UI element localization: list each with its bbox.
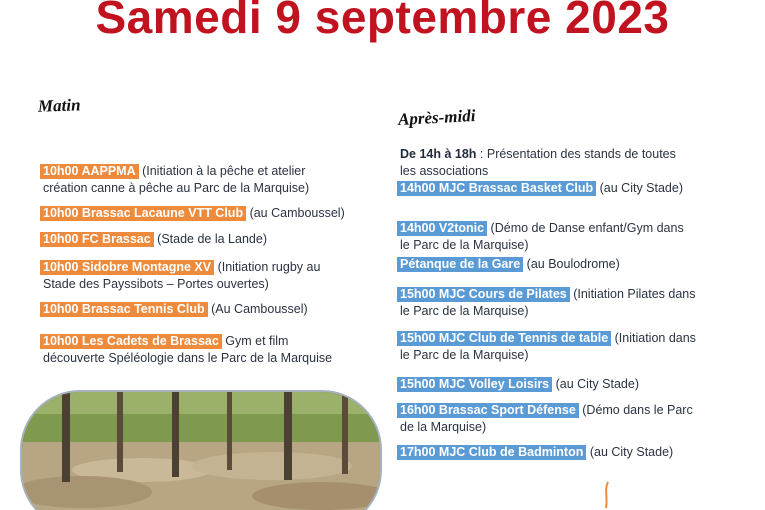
schedule-entry: [43, 333, 363, 367]
activity-detail: (au Boulodrome): [523, 257, 620, 271]
schedule-entry: [43, 231, 363, 248]
activity-detail: (Initiation rugby au: [214, 260, 321, 274]
activity-tag: 14h00 V2tonic: [397, 221, 487, 236]
activity-detail: (Stade de la Lande): [153, 232, 267, 246]
page-title: Samedi 9 septembre 2023: [95, 0, 670, 43]
apres-midi-heading: Après-midi: [397, 105, 476, 130]
intro-text: : Présentation des stands de toutes: [476, 147, 676, 161]
activity-detail: (Au Camboussel): [207, 302, 308, 316]
schedule-entry: [400, 376, 730, 393]
activity-tag: Pétanque de la Gare: [397, 257, 523, 272]
schedule-entry: [43, 205, 363, 222]
activity-tag: 10h00 Les Cadets de Brassac: [40, 334, 222, 349]
activity-detail: (Démo dans le Parc: [578, 403, 693, 417]
activity-tag: 10h00 Brassac Tennis Club: [40, 302, 208, 317]
schedule-entry: [400, 256, 730, 273]
activity-detail: de la Marquise): [400, 420, 487, 434]
activity-tag: 17h00 MJC Club de Badminton: [397, 445, 586, 460]
intro-text: les associations: [400, 164, 489, 178]
schedule-entry: [43, 163, 363, 197]
activity-tag: 15h00 MJC Volley Loisirs: [397, 377, 552, 392]
activity-tag: 16h00 Brassac Sport Défense: [397, 403, 579, 418]
activity-detail: le Parc de la Marquise): [400, 304, 529, 318]
activity-detail: le Parc de la Marquise): [400, 238, 529, 252]
activity-detail: (au City Stade): [586, 445, 674, 459]
schedule-entry: [400, 330, 730, 364]
activity-detail: le Parc de la Marquise): [400, 348, 529, 362]
forest-track-illustration: [22, 392, 382, 510]
intro-time: De 14h à 18h: [400, 147, 477, 161]
activity-detail: création canne à pêche au Parc de la Marquise): [43, 181, 310, 195]
decorative-flourish: [592, 480, 622, 510]
intro-entry: [400, 146, 730, 180]
schedule-entry: [43, 259, 363, 293]
activity-tag: 15h00 MJC Cours de Pilates: [397, 287, 570, 302]
forest-track-photo: [20, 390, 382, 510]
schedule-entry: [400, 402, 730, 436]
activity-detail: (Initiation Pilates dans: [569, 287, 696, 301]
activity-detail: découverte Spéléologie dans le Parc de la Marquise: [43, 351, 333, 365]
activity-detail: (au Camboussel): [246, 206, 345, 220]
activity-detail: (Initiation à la pêche et atelier: [138, 164, 306, 178]
schedule-entry: [400, 444, 730, 461]
matin-heading: Matin: [37, 95, 81, 116]
schedule-entry: [400, 180, 730, 197]
activity-tag: 14h00 MJC Brassac Basket Club: [397, 181, 596, 196]
activity-detail: (au City Stade): [552, 377, 639, 391]
activity-detail: (Initiation dans: [611, 331, 696, 345]
schedule-entry: [400, 286, 730, 320]
schedule-entry: [43, 301, 363, 318]
activity-tag: 10h00 AAPPMA: [40, 164, 139, 179]
activity-tag: 15h00 MJC Club de Tennis de table: [397, 331, 611, 346]
activity-detail: Stade des Payssibots – Portes ouvertes): [43, 277, 269, 291]
activity-detail: Gym et film: [221, 334, 289, 348]
activity-detail: (Démo de Danse enfant/Gym dans: [487, 221, 684, 235]
activity-tag: 10h00 FC Brassac: [40, 232, 154, 247]
activity-tag: 10h00 Brassac Lacaune VTT Club: [40, 206, 246, 221]
schedule-entry: [400, 220, 730, 254]
activity-detail: (au City Stade): [596, 181, 683, 195]
activity-tag: 10h00 Sidobre Montagne XV: [40, 260, 214, 275]
